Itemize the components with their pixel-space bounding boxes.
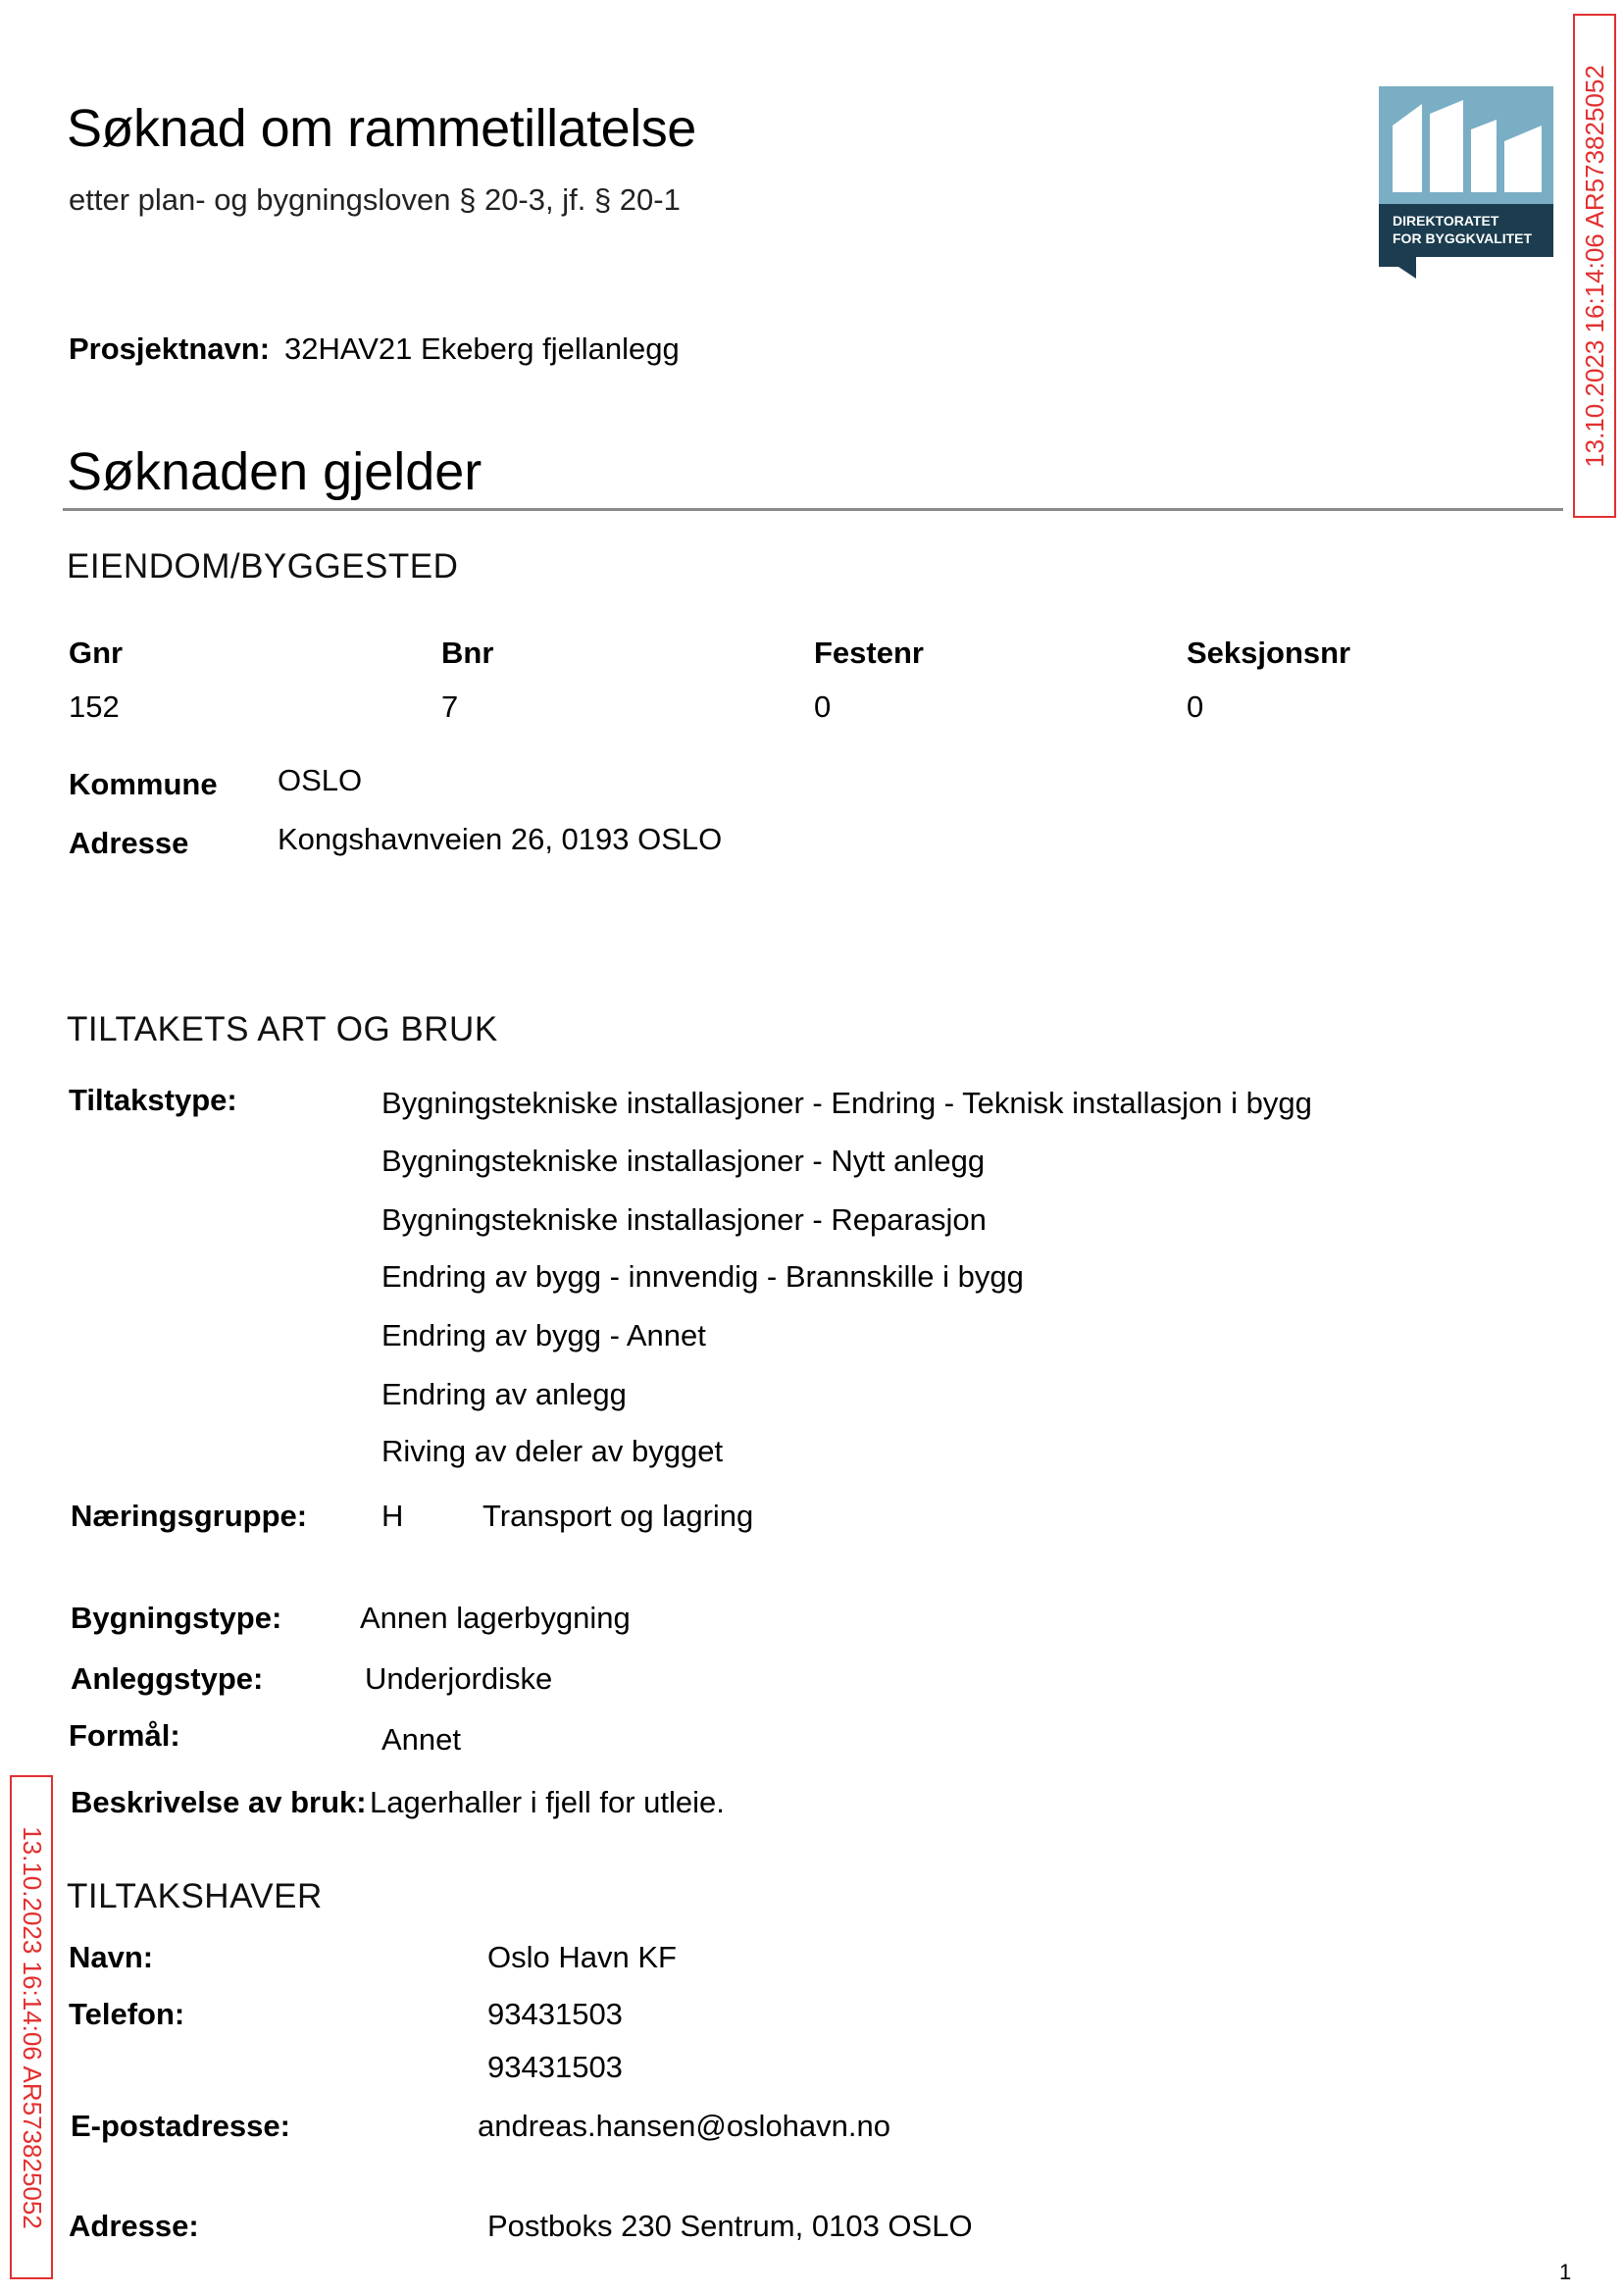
naeringsgruppe-label: Næringsgruppe: <box>71 1499 308 1533</box>
gnr-value: 152 <box>69 689 120 724</box>
adresse-label: Adresse <box>69 826 189 860</box>
tiltak-heading: TILTAKETS ART OG BRUK <box>67 1010 498 1048</box>
tiltakstype-item: Bygningstekniske installasjoner - Endring - Teknisk installasjon i bygg <box>381 1086 1312 1120</box>
bygningstype-label: Bygningstype: <box>71 1601 282 1635</box>
dibk-logo <box>1379 86 1553 279</box>
seksjonsnr-value: 0 <box>1187 689 1204 724</box>
beskrivelse-value: Lagerhaller i fjell for utleie. <box>370 1785 725 1819</box>
seksjonsnr-label: Seksjonsnr <box>1187 636 1351 670</box>
tiltakstype-item: Endring av anlegg <box>381 1377 627 1411</box>
tiltakstype-item: Bygningstekniske installasjoner - Reparasjon <box>381 1202 987 1237</box>
epost-value: andreas.hansen@oslohavn.no <box>478 2109 890 2143</box>
document-title: Søknad om rammetillatelse <box>67 99 696 158</box>
festenr-label: Festenr <box>814 636 924 670</box>
navn-value: Oslo Havn KF <box>487 1940 677 1974</box>
anleggstype-value: Underjordiske <box>365 1661 553 1696</box>
bnr-value: 7 <box>441 689 459 724</box>
naeringsgruppe-code: H <box>381 1499 404 1533</box>
kommune-value: OSLO <box>278 763 363 797</box>
festenr-value: 0 <box>814 689 832 724</box>
beskrivelse-label: Beskrivelse av bruk: <box>71 1785 367 1819</box>
kommune-label: Kommune <box>69 767 218 801</box>
adresse-value: Kongshavnveien 26, 0193 OSLO <box>278 822 723 856</box>
formal-label: Formål: <box>69 1718 180 1753</box>
telefon-label: Telefon: <box>69 1997 185 2031</box>
bygningstype-value: Annen lagerbygning <box>360 1601 631 1635</box>
project-name-value: 32HAV21 Ekeberg fjellanlegg <box>284 331 680 366</box>
bnr-label: Bnr <box>441 636 494 670</box>
stamp-text-top: 13.10.2023 16:14:06 AR573825052 <box>1579 64 1609 468</box>
tiltakstype-label: Tiltakstype: <box>69 1083 237 1117</box>
document-subtitle: etter plan- og bygningsloven § 20-3, jf. § 20-1 <box>69 182 681 217</box>
tiltakstype-item: Bygningstekniske installasjoner - Nytt anlegg <box>381 1144 986 1178</box>
telefon-value: 93431503 <box>487 2050 623 2084</box>
naeringsgruppe-value: Transport og lagring <box>482 1499 754 1533</box>
timestamp-stamp-top <box>1573 14 1616 518</box>
tiltakstype-item: Riving av deler av bygget <box>381 1434 724 1468</box>
gnr-label: Gnr <box>69 636 124 670</box>
section-heading: Søknaden gjelder <box>67 442 482 501</box>
tiltakstype-item: Endring av bygg - Annet <box>381 1318 706 1352</box>
tiltakshaver-adresse-label: Adresse: <box>69 2209 199 2243</box>
logo-text-2: FOR BYGGKVALITET <box>1393 230 1533 246</box>
page-number: 1 <box>1559 2260 1572 2284</box>
telefon-value: 93431503 <box>487 1997 623 2031</box>
timestamp-stamp-bottom <box>10 1775 53 2279</box>
tiltakstype-item: Endring av bygg - innvendig - Brannskille i bygg <box>381 1259 1024 1294</box>
section-divider <box>63 508 1563 511</box>
tiltakshaver-heading: TILTAKSHAVER <box>67 1877 323 1915</box>
logo-text-1: DIREKTORATET <box>1393 213 1499 229</box>
tiltakshaver-adresse-value: Postboks 230 Sentrum, 0103 OSLO <box>487 2209 973 2243</box>
anleggstype-label: Anleggstype: <box>71 1661 264 1696</box>
formal-value: Annet <box>381 1722 462 1757</box>
epost-label: E-postadresse: <box>71 2109 290 2143</box>
stamp-text-bottom: 13.10.2023 16:14:06 AR573825052 <box>17 1825 47 2229</box>
navn-label: Navn: <box>69 1940 154 1974</box>
property-heading: EIENDOM/BYGGESTED <box>67 547 459 586</box>
project-name-label: Prosjektnavn: <box>69 331 271 366</box>
